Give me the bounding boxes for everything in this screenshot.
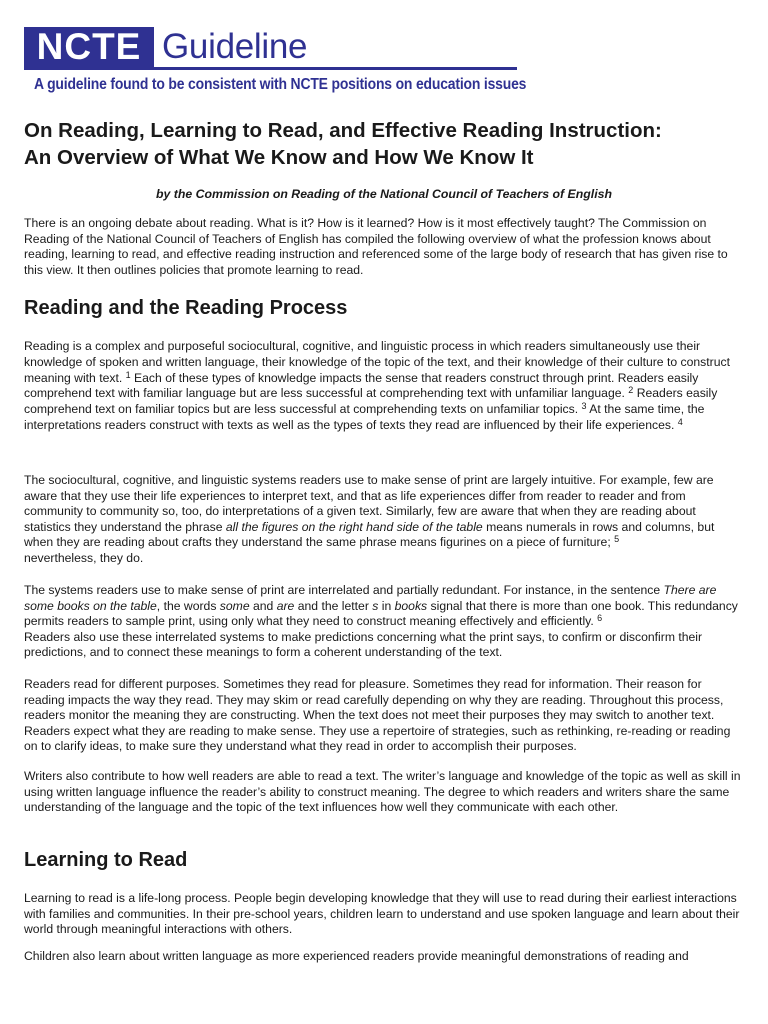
footnote-ref[interactable]: 1 <box>125 369 131 380</box>
intro-paragraph: There is an ongoing debate about reading. What is it? How is it learned? How is it most effectively taught? The Commission on Reading of the National Council of Teachers of English has compiled the following overview of what the profession knows about reading, learning to read, and effective reading instruction and referenced some of the large body of research that has given rise to this view. It then outlines policies that promote learning to read. <box>24 216 728 277</box>
document-title <box>24 117 754 171</box>
ncte-logo-text: NCTE <box>36 26 142 67</box>
footnote-ref[interactable]: 4 <box>677 416 683 427</box>
footnote-ref[interactable]: 6 <box>597 613 603 624</box>
footnote-ref[interactable]: 3 <box>581 401 587 412</box>
guideline-logo-word: Guideline <box>162 27 308 66</box>
paragraph-sociocultural-systems: The sociocultural, cognitive, and linguistic systems readers use to make sense of print are largely intuitive. For example, few are aware that they use their life experiences to interpret text, and that as life experiences differ from reader to reader and from community to community so, too, do interpretations of a given text. Similarly, few are aware that when they are reading about statistics they understand the phrase all the figures on the right hand side of the table means numerals in rows and columns, but when they are reading about crafts they understand the same phrase means figurines on a piece of furniture; $^5$ nevertheless, they do. <box>24 473 715 565</box>
section-heading-reading-process: Reading and the Reading Process <box>24 297 348 319</box>
banner-tagline: A guideline found to be consistent with NCTE positions on education issues <box>34 76 527 93</box>
paragraph-reading-definition: Reading is a complex and purposeful sociocultural, cognitive, and linguistic process in which readers simultaneously use their knowledge of spoken and written language, their knowledge of the topic of the text, and their knowledge of their culture to construct meaning with text. $^1$ Each of these types of knowledge impacts the sense that readers construct through print. Readers easily comprehend text with familiar language but are less successful at comprehending text with unfamiliar language. $^2$ Readers easily comprehend text on familiar topics but are less successful at comprehending texts on unfamiliar topics. $^3$ At the same time, the interpretations readers construct with texts as well as the types of texts they read are influenced by their life experiences. $^4$ <box>24 339 730 432</box>
paragraph-redundant-systems: The systems readers use to make sense of print are interrelated and partially redundant. For instance, in the sentence There are some books on the table, the words some and are and the letter s in books signal that there is more than one book. This redundancy permits readers to sample print, using only what they need to construct meaning effectively and efficiently. $^6$ Readers also use these interrelated systems to make predictions concerning what the print says, to confirm or disconfirm their predictions, and to connect these meanings to form a coherent understanding of the text. <box>24 583 738 660</box>
paragraph-reading-purposes: Readers read for different purposes. Sometimes they read for pleasure. Sometimes they read for information. Their reason for reading impacts the way they read. They may skim or read carefully depending on why they are reading. Throughout this process, readers monitor the meaning they are constructing. When the text does not meet their purposes they may switch to another text. Readers expect what they are reading to make sense. They use a repertoire of strategies, such as rethinking, re-reading or reading on to clarify ideas, to make sure they understand what they read in order to accomplish their purposes. <box>24 677 731 754</box>
title-line-2: An Overview of What We Know and How We Know It <box>24 146 534 169</box>
title-line-1: On Reading, Learning to Read, and Effective Reading Instruction: <box>24 119 662 142</box>
paragraph-lifelong-process: Learning to read is a life-long process. People begin developing knowledge that they will use to read during their earliest interactions with families and communities. In their pre-school years, children learn to understand and use spoken language and learn about their world through meaningful interactions with others. <box>24 891 740 937</box>
footnote-ref[interactable]: 5 <box>614 534 620 545</box>
ncte-logo-box <box>24 27 154 67</box>
footnote-ref[interactable]: 2 <box>628 385 634 396</box>
banner-rule <box>24 67 517 70</box>
ncte-guideline-banner <box>24 27 307 67</box>
paragraph-writers-contribute: Writers also contribute to how well readers are able to read a text. The writer’s language and knowledge of the topic as well as skill in using written language influence the reader’s ability to construct meaning. The degree to which readers and writers share the same understanding of the language and the topic of the text influences how well they communicate with each other. <box>24 769 741 815</box>
byline: by the Commission on Reading of the National Council of Teachers of English <box>156 187 612 201</box>
section-heading-learning-to-read: Learning to Read <box>24 849 188 871</box>
paragraph-written-language: Children also learn about written language as more experienced readers provide meaningful demonstrations of reading and <box>24 949 689 963</box>
